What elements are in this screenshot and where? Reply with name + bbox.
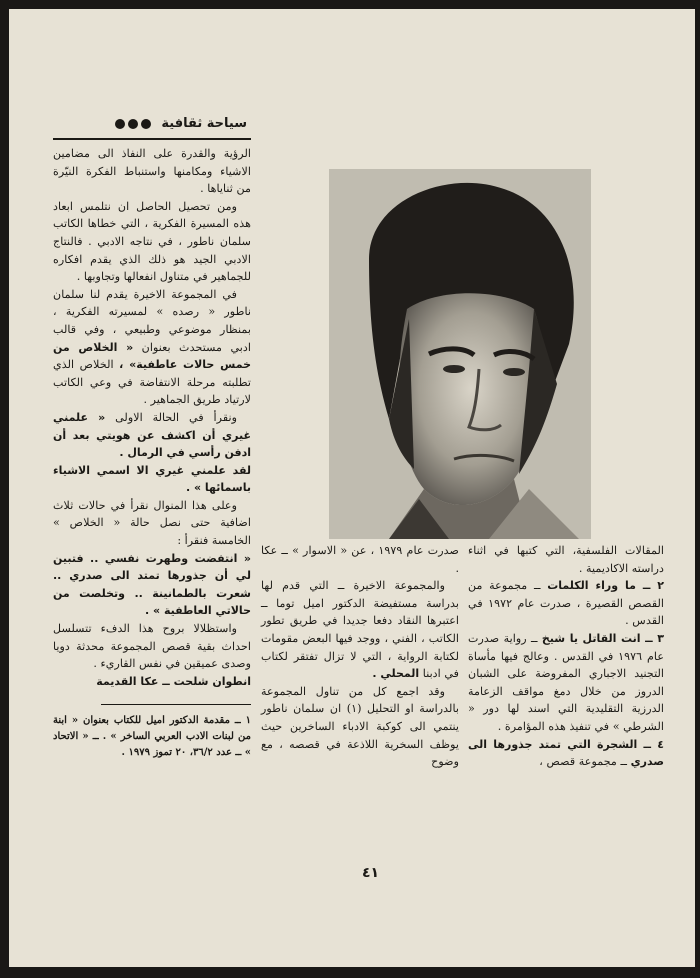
paragraph: واستظلالا بروح هذا الدفء تتسلسل احداث بقية قصص المجموعة محدثة دويا وصدى عميقين في نفس القاريء . xyxy=(53,622,251,671)
bold-quote: « علمني غيري أن اكشف عن هويتي بعد أن ادفن رأسي في الرمال . xyxy=(53,410,251,460)
paragraph-text: في المجموعة الاخيرة يقدم لنا سلمان ناطور « رصده » لمسيرته الفكرية ، بمنظار موضوعي وطبيعي ، وفي قالب ادبي مستحدث بعنوان xyxy=(53,287,251,354)
magazine-page xyxy=(9,9,695,967)
list-item xyxy=(468,577,664,630)
paragraph: وقد اجمع كل من تناول المجموعة بالدراسة او التحليل (١) ان سلمان ناطور ينتمي الى كوكبة الادباء الساخرين حيث يوظف السخرية اللاذعة في قصصه ، مع وضوح xyxy=(261,684,459,769)
portrait-photo-icon xyxy=(329,169,591,539)
list-item-title: ٤ ــ الشجرة التي تمتد جذورها الى صدري xyxy=(468,737,664,769)
paragraph: وعلى هذا المنوال نقرأ في حالات ثلاث اضافية حتى نصل حالة « الخلاص » الخامسة فنقرأ : xyxy=(53,498,251,548)
header-rule xyxy=(53,138,251,140)
bold-quote: « انتفضت وطهرت نفسي .. فتبين لي أن جذورها تمتد الى صدري .. شعرت بالطمانينة .. وتخلصت من حالاتي العاطفية » . xyxy=(53,551,251,618)
bold-text: المحلي . xyxy=(372,667,420,681)
paragraph-text: ونقرأ في الحالة الاولى xyxy=(115,410,237,424)
list-item-text: ــ مجموعة قصص ، xyxy=(539,755,628,769)
middle-column xyxy=(261,542,459,771)
footnote-rule xyxy=(101,704,251,705)
paragraph xyxy=(53,409,251,462)
list-item xyxy=(468,736,664,771)
list-item-text: ــ مجموعة من القصص القصيرة ، صدرت عام ١٩٧٢ في القدس . xyxy=(468,579,664,628)
footnote: ١ ــ مقدمة الدكتور اميل للكتاب بعنوان « ابنة من لبنات الادب العربي الساخر » . ــ « الاتحاد » ــ عدد ٣٦/٢، ٢٠ تموز ١٩٧٩ . xyxy=(53,715,251,759)
paragraph: المقالات الفلسفية، التي كتبها في اثناء دراسته الاكاديمية . xyxy=(468,544,664,575)
paragraph-text: والمجموعة الاخيرة ــ التي قدم لها بدراسة مستفيضة الدكتور اميل توما ــ اعتبرها النقاد دفعا جديدا في طريق تطور الكاتب ، الفني ، ووجد فيها البعض مقومات لكتابة الرواية ، التي لا تزال تفتقر لكتاب في ادبنا xyxy=(261,579,459,681)
list-item xyxy=(468,630,664,736)
bullet-dots-icon xyxy=(112,118,151,133)
signature-text: انطوان شلحت ــ عكا القديمة xyxy=(96,674,251,688)
paragraph xyxy=(53,550,251,620)
paragraph xyxy=(261,577,459,683)
paragraph xyxy=(53,462,251,497)
paragraph: ومن تحصيل الحاصل ان نتلمس ابعاد هذه المسيرة الفكرية ، التي خطاها الكاتب سلمان ناطور ، في نتاجه الادبي . فالنتاج الادبي الجيد هو ذلك الذي يقدم افكاره للجماهير في متناول انفعالها وتجاوبها . xyxy=(53,199,251,284)
page-number: ٤١ xyxy=(362,865,380,881)
bold-quote: « الخلاص من خمس حالات عاطفية» ، xyxy=(53,340,251,372)
paragraph xyxy=(53,286,251,409)
right-column xyxy=(468,542,664,771)
author-signature xyxy=(53,673,251,691)
section-header xyxy=(53,112,251,140)
list-item-text: ــ رواية صدرت عام ١٩٧٦ في القدس . وعالج فيها مأساة التجنيد الاجباري المفروضة على الشبان الدروز من خلال دمغ مواقف الزعامة الدرزية التقليدية التي اسند لها دور « الشرطي » في تنفيذ هذه المؤامرة . xyxy=(468,631,664,733)
list-item-title: ٢ ــ ما وراء الكلمات xyxy=(547,579,664,593)
list-item-title: ٣ ــ انت القاتل يا شيخ xyxy=(541,631,665,645)
paragraph-text: الخلاص الذي تطلبته مرحلة الانتفاضة في وعي الكاتب لارتياد طريق الجماهير . xyxy=(53,358,251,407)
author-portrait-photo xyxy=(329,169,591,539)
bold-quote: لقد علمني غيري الا اسمي الاشياء باسمائها » . xyxy=(53,463,251,495)
paragraph: صدرت عام ١٩٧٩ ، عن « الاسوار » ــ عكا . xyxy=(261,544,459,575)
section-title: سياحة ثقافية xyxy=(161,116,247,131)
paragraph: الرؤية والقدرة على النفاذ الى مضامين الاشياء ومكامنها واستنباط الفكرة النيّرة من ثناياها . xyxy=(53,147,251,196)
left-column xyxy=(53,145,251,761)
